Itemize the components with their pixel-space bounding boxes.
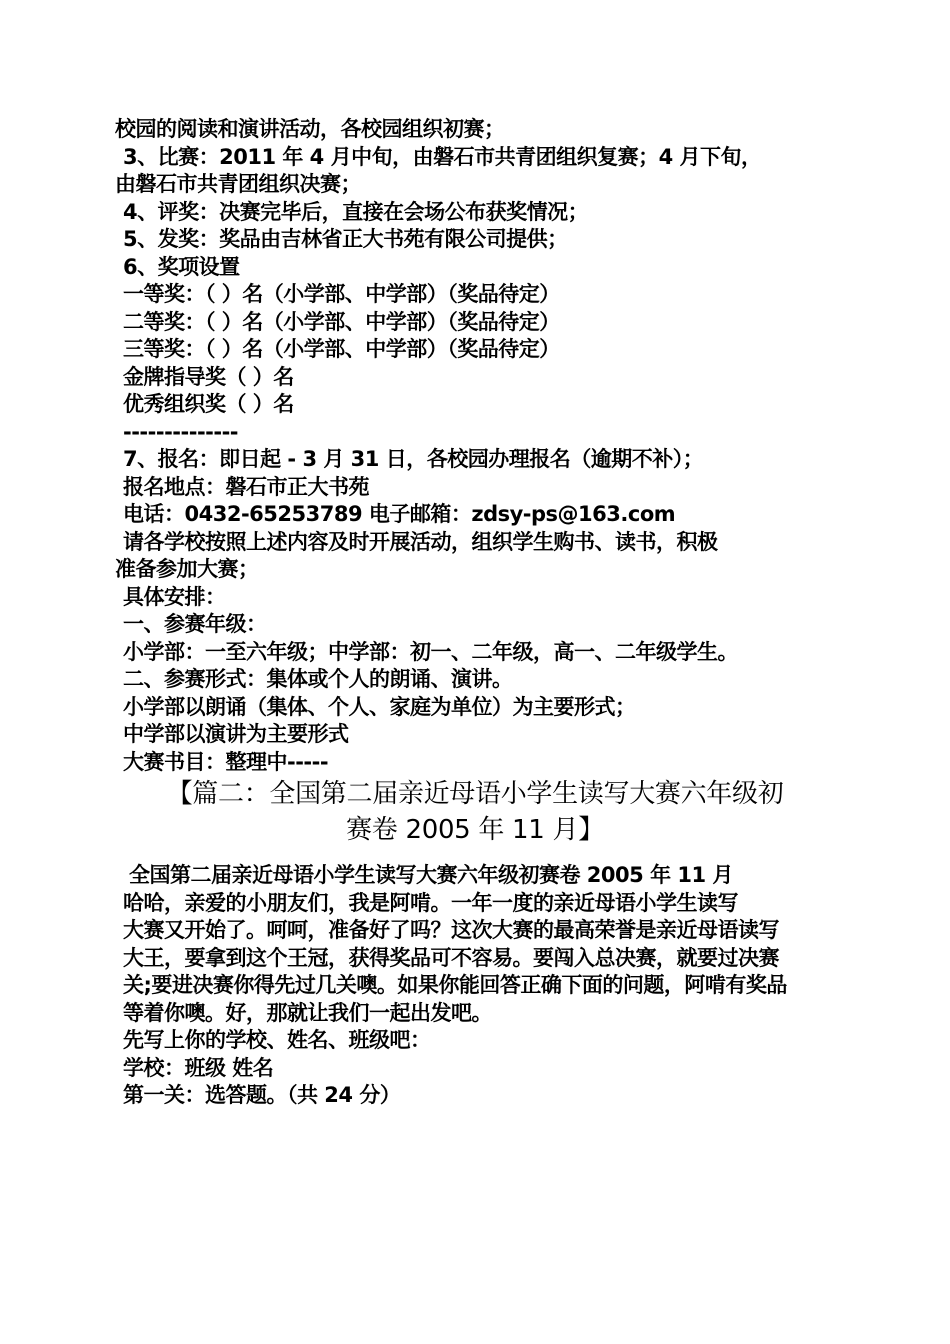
text-line: 一、参赛年级： [123,612,267,636]
heading-line-1: 【篇二：全国第二届亲近母语小学生读写大赛六年级初 [166,779,784,809]
text-line: 等着你噢。好，那就让我们一起出发吧。 [123,1000,492,1025]
text-line: 第一关：选答题。（共 24 分） [123,1083,401,1107]
heading-line-2: 赛卷 2005 年 11 月】 [346,815,604,845]
text-line: 由磐石市共青团组织决赛； [115,172,361,196]
text-line: 小学部：一至六年级；中学部：初一、二年级，高一、二年级学生。 [123,639,738,664]
text-line: 小学部以朗诵（集体、个人、家庭为单位）为主要形式； [123,694,636,719]
text-line: 大赛书目：整理中----- [123,749,329,774]
text-line: 具体安排： [123,584,226,609]
text-line: 5、发奖：奖品由吉林省正大书苑有限公司提供； [123,227,568,251]
text-line: 请各学校按照上述内容及时开展活动，组织学生购书、读书，积极 [123,529,718,554]
award-line-mentor: 金牌指导奖（ ）名 [123,364,294,389]
award-line-organizer: 优秀组织奖（ ）名 [123,392,294,416]
text-line: 报名地点：磐石市正大书苑 [123,474,369,499]
award-line-second: 二等奖：（ ）名（小学部、中学部）（奖品待定） [123,309,560,334]
text-line: 6、奖项设置 [123,254,240,279]
section-exam-intro [115,862,835,1110]
text-line: 全国第二届亲近母语小学生读写大赛六年级初赛卷 2005 年 11 月 [129,863,733,887]
text-line: 二、参赛形式：集体或个人的朗诵、演讲。 [123,667,513,691]
text-line: 学校：班级 姓名 [123,1055,274,1080]
text-line: 先写上你的学校、姓名、班级吧： [123,1028,431,1052]
award-line-first: 一等奖：（ ）名（小学部、中学部）（奖品待定） [123,282,560,306]
text-line: 校园的阅读和演讲活动，各校园组织初赛； [115,117,505,141]
contact-line: 电话：0432-65253789 电子邮箱：zdsy-ps@163.com [123,502,676,526]
section-heading [115,776,835,848]
text-line: 大赛又开始了。呵呵，准备好了吗？这次大赛的最高荣誉是亲近母语读写 [123,918,779,942]
text-line: 准备参加大赛； [115,557,259,581]
text-line: 3、比赛：2011 年 4 月中旬，由磐石市共青团组织复赛；4 月下旬， [123,144,762,169]
text-line: 中学部以演讲为主要形式 [123,722,349,746]
separator-line: -------------- [123,419,239,444]
section-competition-rules [115,116,835,776]
award-line-third: 三等奖：（ ）名（小学部、中学部）（奖品待定） [123,337,560,361]
text-line: 关;要进决赛你得先过几关噢。如果你能回答正确下面的问题，阿啃有奖品 [123,973,787,997]
text-line: 大王，要拿到这个王冠，获得奖品可不容易。要闯入总决赛，就要过决赛 [123,945,779,970]
text-line: 哈哈，亲爱的小朋友们，我是阿啃。一年一度的亲近母语小学生读写 [123,890,738,915]
text-line: 7、报名：即日起 - 3 月 31 日，各校园办理报名（逾期不补）； [123,447,704,471]
text-line: 4、评奖：决赛完毕后，直接在会场公布获奖情况； [123,199,589,224]
